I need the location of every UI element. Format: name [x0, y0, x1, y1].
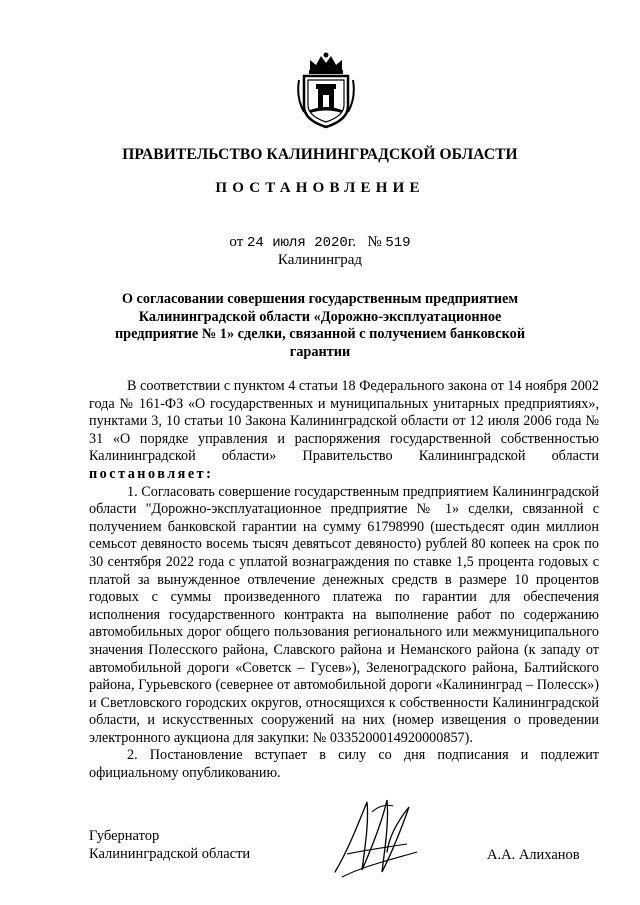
signatory-position — [89, 828, 250, 863]
document-date: 24 июля 2020 — [247, 235, 348, 251]
signatory-name: А.А. Алиханов — [487, 847, 580, 863]
number-prefix: № — [367, 234, 382, 250]
city: Калининград — [277, 252, 363, 268]
date-line — [0, 234, 640, 251]
resolves-word: постановляет: — [89, 465, 214, 482]
government-name: ПРАВИТЕЛЬСТВО КАЛИНИНГРАДСКОЙ ОБЛАСТИ — [122, 146, 518, 163]
item-2-paragraph: 2. Постановление вступает в силу со дня подписания и подлежит официальному опубликованию. — [89, 747, 599, 782]
preamble-paragraph — [89, 378, 599, 484]
document-body — [89, 378, 599, 783]
document-type: ПОСТАНОВЛЕНИЕ — [215, 180, 425, 196]
coat-of-arms-emblem — [296, 50, 356, 130]
year-suffix: г. — [347, 234, 357, 250]
handwritten-signature — [327, 792, 427, 882]
position-line-1: Губернатор — [89, 828, 160, 844]
document-subject: О согласовании совершения государственным предприятием Калининградской области «Дорожно-эксплуатационное предприятие № 1» сделки, связанной с получением банковской гарантии — [114, 291, 526, 360]
item-1-paragraph: 1. Согласовать совершение государственным предприятием Калининградской области "Дорожно-эксплуатационное предприятие № 1» сделки, связанной с получением банковской гарантии на сумму 61798990 (шестьдесят один миллион семьсот девяносто восемь тысяч девятьсот девяносто) рублей 80 копеек на срок по 30 сентября 2022 года с уплатой вознаграждения по ставке 1,5 процента годовых с платой за вынужденное отвлечение денежных средств в размере 10 процентов годовых с суммы произведенного платежа по гарантии для обеспечения исполнения государственного контракта на выполнение работ по содержанию автомобильных дорог общего пользования регионального или межмуниципального значения Полесского района, Славского района и Неманского района (к западу от автомобильной дороги «Советск – Гусев»), Зеленоградского района, Балтийского района, Гурьевского (севернее от автомобильной дороги «Калининград – Полесск») и Светловского городских округов, относящихся к собственности Калининградской области, и искусственных сооружений на них (номер извещения о проведении электронного аукциона для закупки: № 0335200014920000857). — [89, 483, 599, 746]
date-prefix: от — [229, 234, 244, 250]
preamble-text: В соответствии с пунктом 4 статьи 18 Федерального закона от 14 ноября 2002 года № 161-ФЗ «О государственных и муниципальных унитарных предприятиях», пунктами 3, 10 статьи 10 Закона Калининградской области от 12 июля 2006 года № 31 «О порядке управления и распоряжения государственной собственностью Калининградской области» Правительство Калининградской области — [89, 378, 599, 465]
position-line-2: Калининградской области — [89, 845, 251, 862]
document-number: 519 — [385, 235, 411, 251]
